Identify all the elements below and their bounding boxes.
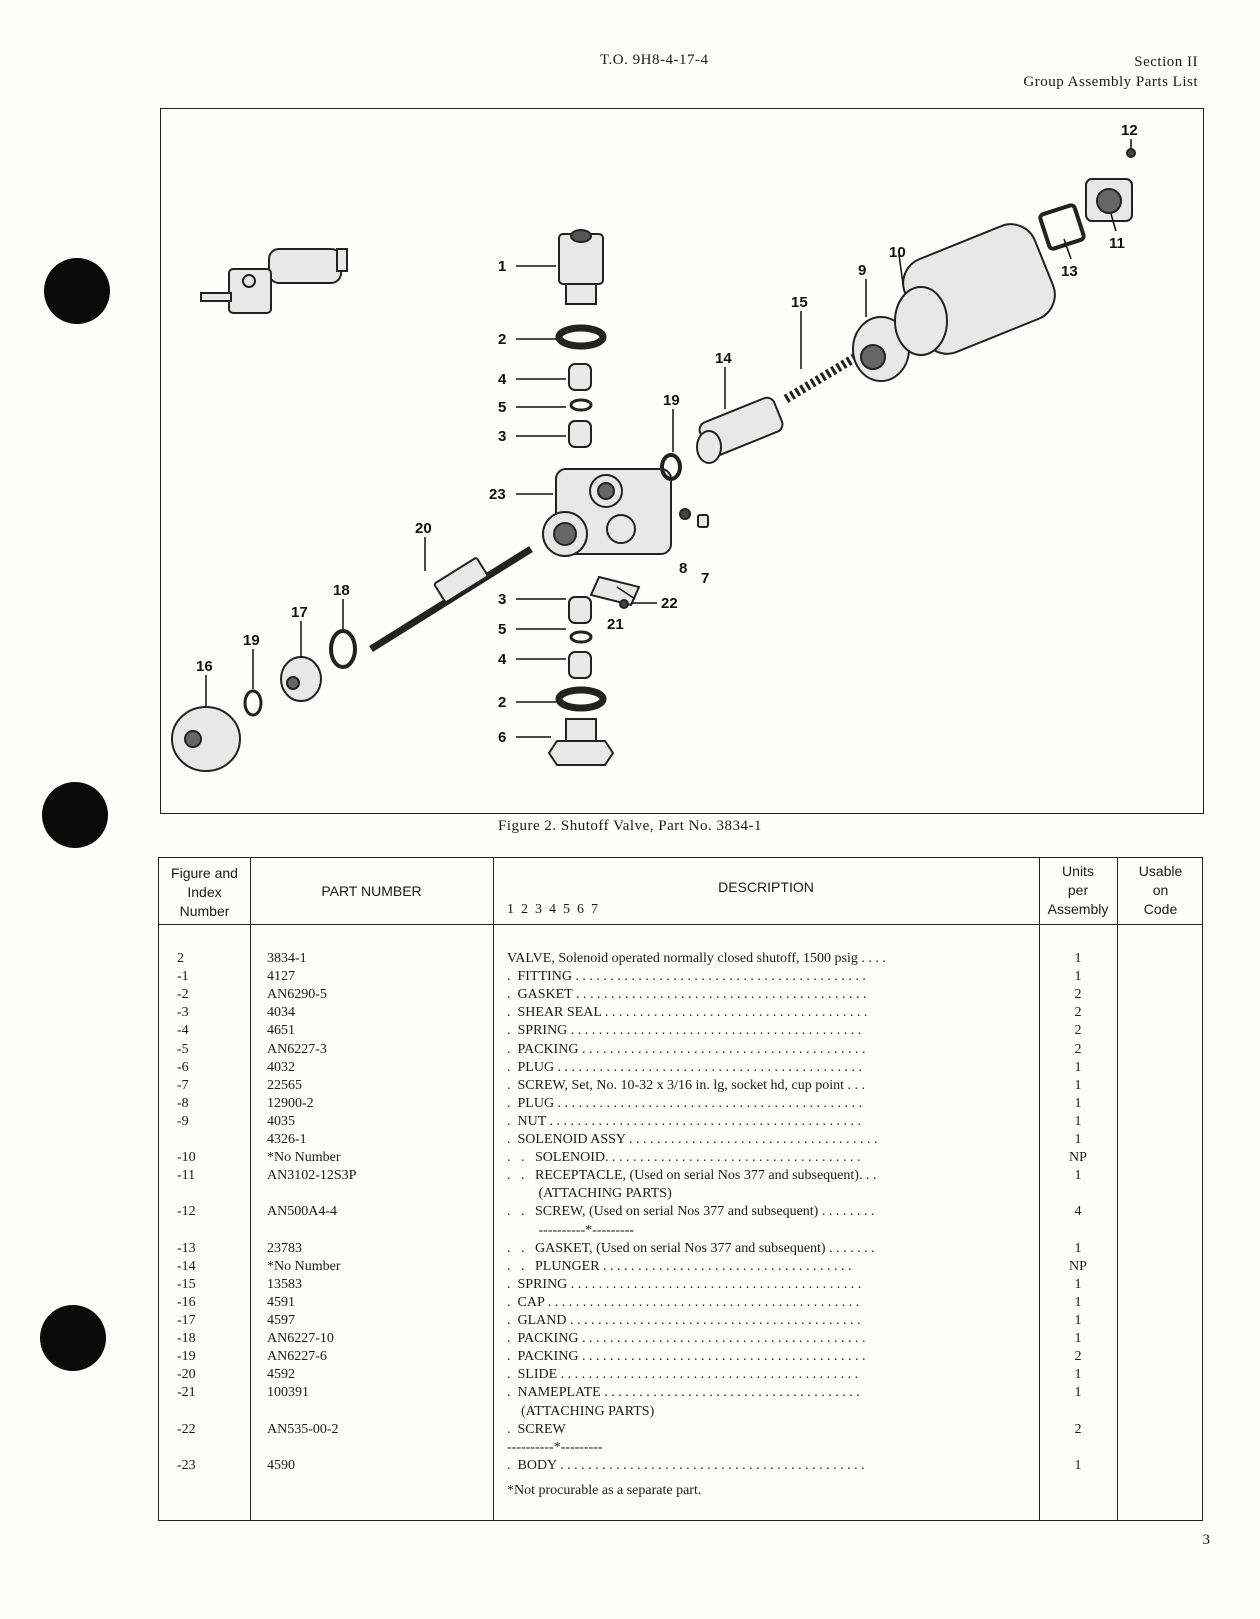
- index-cell: -13: [177, 1240, 196, 1256]
- units-cell: 2: [1074, 1349, 1082, 1365]
- index-cell: -11: [177, 1168, 196, 1184]
- callout-2-lower: 2: [498, 694, 507, 711]
- header-description: DESCRIPTION: [718, 879, 814, 895]
- part-number-cell: AN6227-3: [267, 1041, 327, 1057]
- callout-21: 21: [607, 616, 624, 633]
- callout-17: 17: [291, 604, 308, 621]
- assembled-valve-icon: [201, 249, 347, 313]
- header-units-per-assembly: Units per Assembly: [1047, 863, 1109, 917]
- part-number-cell: 4597: [267, 1313, 295, 1328]
- callout-16: 16: [196, 658, 213, 675]
- units-cell: 1: [1074, 1095, 1082, 1111]
- table-row: [159, 1185, 1202, 1203]
- index-cell: -7: [177, 1077, 189, 1093]
- units-cell: 1: [1074, 1113, 1082, 1129]
- index-cell: -15: [177, 1276, 196, 1292]
- section-title: Group Assembly Parts List: [1023, 74, 1198, 90]
- description-cell: VALVE, Solenoid operated normally closed shutoff, 1500 psig . . . .: [507, 951, 886, 966]
- table-row: [159, 1312, 1202, 1330]
- description-cell: . PACKING . . . . . . . . . . . . . . . . . . . . . . . . . . . . . . . . . . . . . . . . .: [507, 1331, 866, 1347]
- part-number-cell: 3834-1: [267, 951, 307, 966]
- units-cell: 4: [1074, 1204, 1082, 1220]
- index-cell: -19: [177, 1349, 196, 1365]
- callout-8: 8: [679, 560, 688, 577]
- footnote: *Not procurable as a separate part.: [507, 1483, 702, 1498]
- description-cell: . NAMEPLATE . . . . . . . . . . . . . . . . . . . . . . . . . . . . . . . . . . . . .: [507, 1385, 860, 1401]
- technical-order-number: T.O. 9H8-4-17-4: [600, 52, 709, 68]
- header-part-number: PART NUMBER: [321, 883, 422, 899]
- table-row: [159, 1258, 1202, 1276]
- description-cell: . SLIDE . . . . . . . . . . . . . . . . . . . . . . . . . . . . . . . . . . . . . . . . . . .: [507, 1367, 859, 1383]
- description-cell: . GASKET . . . . . . . . . . . . . . . . . . . . . . . . . . . . . . . . . . . . . . . . . .: [507, 987, 867, 1003]
- part-number-cell: 23783: [267, 1240, 302, 1256]
- description-cell: . GLAND . . . . . . . . . . . . . . . . . . . . . . . . . . . . . . . . . . . . . . . . . .: [507, 1313, 861, 1328]
- table-row: [159, 1421, 1202, 1439]
- part-number-cell: 22565: [267, 1077, 302, 1093]
- index-cell: -12: [177, 1204, 196, 1220]
- units-cell: 2: [1074, 1023, 1082, 1039]
- table-row: [159, 1330, 1202, 1348]
- callout-11: 11: [1109, 235, 1125, 252]
- index-cell: -20: [177, 1367, 196, 1383]
- part-number-cell: AN3102-12S3P: [267, 1168, 357, 1184]
- section-heading: [1023, 52, 1198, 92]
- description-cell: . . SCREW, (Used on serial Nos 377 and subsequent) . . . . . . . .: [507, 1204, 875, 1220]
- part-number-cell: 4591: [267, 1294, 295, 1310]
- table-row: [159, 1240, 1202, 1258]
- index-cell: -10: [177, 1150, 196, 1166]
- part-number-cell: 4035: [267, 1113, 295, 1129]
- table-row: [159, 1294, 1202, 1312]
- description-cell: . . GASKET, (Used on serial Nos 377 and subsequent) . . . . . . .: [507, 1240, 875, 1256]
- units-cell: 1: [1074, 1240, 1082, 1256]
- part-number-cell: 4127: [267, 969, 295, 985]
- callout-12: 12: [1121, 122, 1138, 139]
- index-cell: -5: [177, 1041, 189, 1057]
- units-cell: 2: [1074, 987, 1082, 1003]
- part-number-cell: 4032: [267, 1059, 295, 1075]
- callout-22: 22: [661, 595, 678, 612]
- binder-hole-2: [42, 782, 108, 848]
- callout-4: 4: [498, 371, 507, 388]
- index-cell: -9: [177, 1113, 189, 1129]
- table-row: [159, 1113, 1202, 1131]
- index-cell: -6: [177, 1059, 189, 1075]
- units-cell: 1: [1074, 1331, 1082, 1347]
- description-cell: . PACKING . . . . . . . . . . . . . . . . . . . . . . . . . . . . . . . . . . . . . . . . .: [507, 1041, 866, 1057]
- callout-5-lower: 5: [498, 621, 507, 638]
- table-row: [159, 1131, 1202, 1149]
- description-cell: . SCREW: [507, 1421, 566, 1437]
- callout-18: 18: [333, 582, 350, 599]
- index-cell: -2: [177, 987, 189, 1003]
- description-cell: . SPRING . . . . . . . . . . . . . . . . . . . . . . . . . . . . . . . . . . . . . . . . . .: [507, 1023, 862, 1039]
- index-cell: -22: [177, 1421, 196, 1437]
- description-cell: . NUT . . . . . . . . . . . . . . . . . . . . . . . . . . . . . . . . . . . . . . . . . . . . .: [507, 1113, 862, 1129]
- exploded-view-drawing: [161, 109, 1203, 813]
- callout-3: 3: [498, 428, 507, 445]
- units-cell: 1: [1074, 1294, 1082, 1310]
- index-cell: -21: [177, 1385, 196, 1401]
- part-number-cell: AN535-00-2: [267, 1421, 339, 1437]
- part-number-cell: 4034: [267, 1005, 295, 1021]
- callout-3-lower: 3: [498, 591, 507, 608]
- units-cell: NP: [1069, 1258, 1087, 1274]
- binder-hole-1: [44, 258, 110, 324]
- part-number-cell: 13583: [267, 1276, 302, 1292]
- description-cell: . SPRING . . . . . . . . . . . . . . . . . . . . . . . . . . . . . . . . . . . . . . . . . .: [507, 1276, 862, 1292]
- callout-14: 14: [715, 350, 732, 367]
- table-row: [159, 1149, 1202, 1167]
- units-cell: 1: [1074, 1132, 1082, 1147]
- description-cell: . SCREW, Set, No. 10-32 x 3/16 in. lg, socket hd, cup point . . .: [507, 1077, 866, 1093]
- description-cell: . . PLUNGER . . . . . . . . . . . . . . . . . . . . . . . . . . . . . . . . . . . .: [507, 1258, 852, 1274]
- part-number-cell: *No Number: [267, 1150, 341, 1166]
- index-cell: -16: [177, 1294, 196, 1310]
- header-usable-on-code: Usable on Code: [1138, 863, 1183, 917]
- description-cell: . . SOLENOID. . . . . . . . . . . . . . . . . . . . . . . . . . . . . . . . . . . . .: [507, 1150, 861, 1166]
- callout-2: 2: [498, 331, 507, 348]
- table-row: [159, 1022, 1202, 1040]
- description-cell: . FITTING . . . . . . . . . . . . . . . . . . . . . . . . . . . . . . . . . . . . . . . . . .: [507, 969, 866, 985]
- table-row: [159, 1348, 1202, 1366]
- part-number-cell: 4592: [267, 1367, 295, 1383]
- table-row: [159, 1095, 1202, 1113]
- binder-hole-3: [40, 1305, 106, 1371]
- part-number-cell: AN500A4-4: [267, 1204, 337, 1220]
- callout-10: 10: [889, 244, 906, 261]
- description-cell: ----------*---------: [507, 1439, 603, 1455]
- table-row: [159, 1457, 1202, 1475]
- table-row: [159, 1384, 1202, 1402]
- index-cell: -8: [177, 1095, 189, 1111]
- table-row: [159, 1004, 1202, 1022]
- units-cell: 1: [1074, 951, 1082, 966]
- units-cell: 1: [1074, 1385, 1082, 1401]
- section-label: Section II: [1134, 54, 1198, 70]
- index-cell: -14: [177, 1258, 196, 1274]
- description-cell: (ATTACHING PARTS): [507, 1186, 672, 1202]
- units-cell: 1: [1074, 1168, 1082, 1184]
- index-cell: -3: [177, 1005, 189, 1021]
- description-cell: (ATTACHING PARTS): [507, 1403, 655, 1419]
- units-cell: 1: [1074, 1059, 1082, 1075]
- table-row: [159, 1276, 1202, 1294]
- callout-23: 23: [489, 486, 506, 503]
- callout-labels: [196, 122, 1138, 746]
- part-number-cell: 12900-2: [267, 1095, 314, 1111]
- units-cell: 1: [1074, 969, 1082, 985]
- units-cell: NP: [1069, 1150, 1087, 1166]
- index-cell: 2: [177, 951, 184, 966]
- callout-19-right: 19: [663, 392, 680, 409]
- description-cell: . PLUG . . . . . . . . . . . . . . . . . . . . . . . . . . . . . . . . . . . . . . . . . . . .: [507, 1059, 863, 1075]
- description-cell: . SOLENOID ASSY . . . . . . . . . . . . . . . . . . . . . . . . . . . . . . . . . . . .: [507, 1132, 878, 1147]
- table-row: [159, 968, 1202, 986]
- description-cell: . PLUG . . . . . . . . . . . . . . . . . . . . . . . . . . . . . . . . . . . . . . . . . . . .: [507, 1095, 863, 1111]
- callout-9: 9: [858, 262, 867, 279]
- callout-15: 15: [791, 294, 808, 311]
- callout-4-lower: 4: [498, 651, 507, 668]
- part-number-cell: AN6227-6: [267, 1349, 327, 1365]
- header-index-number: Figure and Index Number: [171, 865, 238, 919]
- part-number-cell: 4590: [267, 1457, 295, 1473]
- header-indent-scale: 1 2 3 4 5 6 7: [507, 902, 598, 917]
- description-cell: . SHEAR SEAL . . . . . . . . . . . . . . . . . . . . . . . . . . . . . . . . . . . . . .: [507, 1005, 868, 1021]
- table-row: [159, 1203, 1202, 1221]
- part-number-cell: AN6290-5: [267, 987, 327, 1003]
- part-number-cell: AN6227-10: [267, 1331, 334, 1347]
- table-row: [159, 1403, 1202, 1421]
- table-row: [159, 1439, 1202, 1457]
- description-cell: . PACKING . . . . . . . . . . . . . . . . . . . . . . . . . . . . . . . . . . . . . . . . .: [507, 1349, 866, 1365]
- callout-19-left: 19: [243, 632, 260, 649]
- index-cell: -18: [177, 1331, 196, 1347]
- page-number: 3: [1202, 1532, 1210, 1548]
- units-cell: 1: [1074, 1367, 1082, 1383]
- callout-7: 7: [701, 570, 710, 587]
- units-cell: 1: [1074, 1457, 1082, 1473]
- table-row: [159, 1366, 1202, 1384]
- table-row: [159, 1077, 1202, 1095]
- exploded-view-figure: [160, 108, 1204, 814]
- table-row: [159, 1167, 1202, 1185]
- parts-list-table: [158, 857, 1203, 1521]
- part-number-cell: 100391: [267, 1385, 309, 1401]
- description-cell: ----------*---------: [507, 1222, 635, 1238]
- units-cell: 1: [1074, 1077, 1082, 1093]
- table-row: [159, 1059, 1202, 1077]
- units-cell: 2: [1074, 1421, 1082, 1437]
- figure-caption: Figure 2. Shutoff Valve, Part No. 3834-1: [497, 818, 762, 834]
- index-cell: -1: [177, 969, 189, 985]
- index-cell: -23: [177, 1457, 196, 1473]
- table-row: [159, 1041, 1202, 1059]
- callout-6: 6: [498, 729, 507, 746]
- index-cell: -17: [177, 1313, 196, 1328]
- units-cell: 2: [1074, 1041, 1082, 1057]
- units-cell: 2: [1074, 1005, 1082, 1021]
- callout-1: 1: [498, 258, 507, 275]
- description-cell: . CAP . . . . . . . . . . . . . . . . . . . . . . . . . . . . . . . . . . . . . . . . . . . . .: [507, 1294, 860, 1310]
- units-cell: 1: [1074, 1313, 1082, 1328]
- units-cell: 1: [1074, 1276, 1082, 1292]
- description-cell: . BODY . . . . . . . . . . . . . . . . . . . . . . . . . . . . . . . . . . . . . . . . . . . .: [507, 1457, 865, 1473]
- table-row: [159, 986, 1202, 1004]
- part-number-cell: 4651: [267, 1023, 295, 1039]
- table-row: [159, 950, 1202, 968]
- callout-13: 13: [1061, 263, 1078, 280]
- callout-20: 20: [415, 520, 432, 537]
- description-cell: . . RECEPTACLE, (Used on serial Nos 377 and subsequent). . .: [507, 1168, 877, 1184]
- table-row: [159, 1222, 1202, 1240]
- callout-5: 5: [498, 399, 507, 416]
- part-number-cell: 4326-1: [267, 1132, 307, 1147]
- part-number-cell: *No Number: [267, 1258, 341, 1274]
- index-cell: -4: [177, 1023, 189, 1039]
